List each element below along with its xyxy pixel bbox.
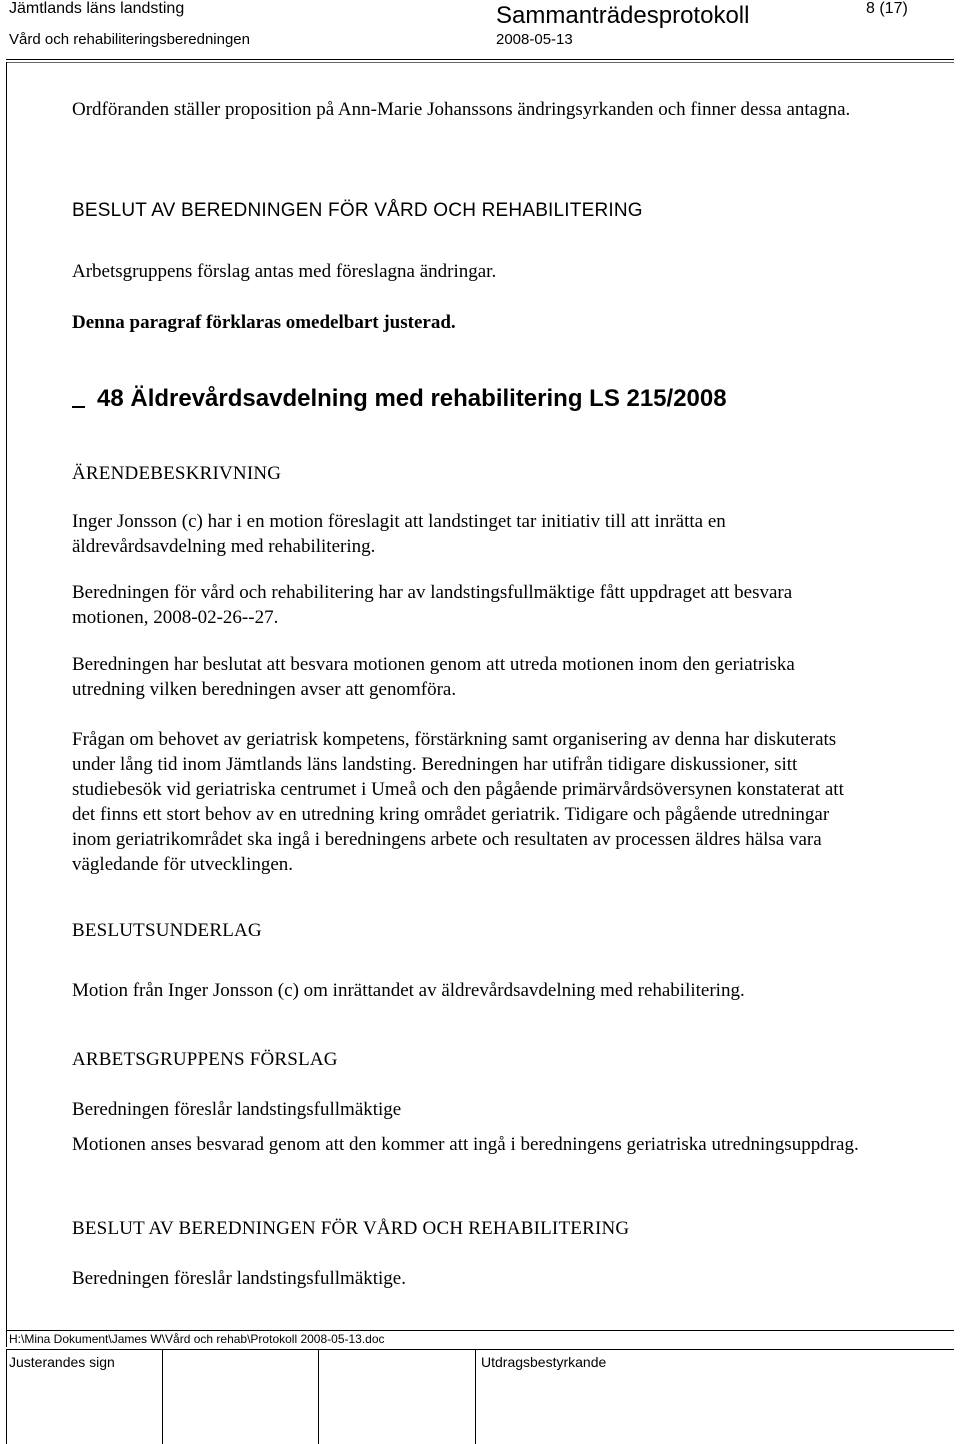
meeting-date: 2008-05-13 [496, 31, 573, 48]
paragraph-justerad: Denna paragraf förklaras omedelbart justerad. [72, 312, 456, 333]
file-path: H:\Mina Dokument\James W\Vård och rehab\Protokoll 2008-05-13.doc [9, 1332, 385, 1346]
certification-label: Utdragsbestyrkande [481, 1354, 607, 1370]
signature-box-divider-3 [475, 1349, 476, 1444]
section-title: 48 Äldrevårdsavdelning med rehabilitering LS 215/2008 [97, 385, 727, 412]
paragraph-proposition: Ordföranden ställer proposition på Ann-Marie Johanssons ändringsyrkanden och finner dessa antagna. [72, 99, 851, 120]
signature-box-divider-2 [318, 1349, 319, 1444]
signature-label: Justerandes sign [9, 1354, 115, 1370]
heading-beslut-1: BESLUT AV BEREDNINGEN FÖR VÅRD OCH REHABILITERING [72, 200, 643, 221]
paragraph-motion-underlag: Motion från Inger Jonsson (c) om inrättandet av äldrevårdsavdelning med rehabilitering. [72, 980, 745, 1001]
paragraph-uppdrag: Beredningen för vård och rehabilitering har av landstingsfullmäktige fått uppdraget att besvara motionen, 2008-02-26--27. [72, 582, 793, 628]
paragraph-foreslar: Beredningen föreslår landstingsfullmäktige [72, 1099, 402, 1120]
heading-beslut-2: BESLUT AV BEREDNINGEN FÖR VÅRD OCH REHABILITERING [72, 1218, 630, 1239]
signature-box-left-edge [6, 1349, 7, 1444]
footer-divider [6, 1349, 954, 1350]
organization-name: Jämtlands läns landsting [9, 0, 185, 17]
section-marker [72, 406, 85, 408]
heading-arendebeskrivning: ÄRENDEBESKRIVNING [72, 463, 282, 484]
paragraph-arbetsgrupp: Arbetsgruppens förslag antas med föreslagna ändringar. [72, 261, 497, 282]
heading-beslutsunderlag: BESLUTSUNDERLAG [72, 920, 262, 941]
left-margin-rule [6, 62, 7, 1347]
header-divider [6, 59, 954, 60]
footer-divider-top [6, 1330, 954, 1331]
paragraph-utreda: Beredningen har beslutat att besvara motionen genom att utreda motionen inom den geriatriska utredning vilken beredningen avser att genomföra. [72, 654, 795, 700]
paragraph-foreslar-final: Beredningen föreslår landstingsfullmäktige. [72, 1268, 406, 1289]
header-divider-secondary [6, 62, 954, 63]
document-title: Sammanträdesprotokoll [496, 2, 750, 29]
paragraph-motion: Inger Jonsson (c) har i en motion föreslagit att landstinget tar initiativ till att inrätta en äldrevårdsavdelning med rehabilitering. [72, 511, 726, 557]
heading-arbetsgruppens-forslag: ARBETSGRUPPENS FÖRSLAG [72, 1049, 338, 1070]
signature-box-divider-1 [162, 1349, 163, 1444]
paragraph-besvarad: Motionen anses besvarad genom att den kommer att ingå i beredningens geriatriska utredningsuppdrag. [72, 1134, 859, 1155]
department-name: Vård och rehabiliteringsberedningen [9, 31, 250, 48]
paragraph-geriatrik: Frågan om behovet av geriatrisk kompetens, förstärkning samt organisering av denna har diskuterats under lång tid inom Jämtlands läns landsting. Beredningen har utifrån tidigare diskussioner, sitt studiebesök vid geriatriska centrumet i Umeå och den pågående primärvårdsöversynen konstaterat att det finns ett stort behov av en utredning kring området geriatrik. Tidigare och pågående utredningar inom geriatrikområdet ska ingå i beredningens arbete och resultaten av processen äldres hälsa vara vägledande för utvecklingen. [72, 729, 844, 875]
page-number: 8 (17) [866, 0, 908, 17]
